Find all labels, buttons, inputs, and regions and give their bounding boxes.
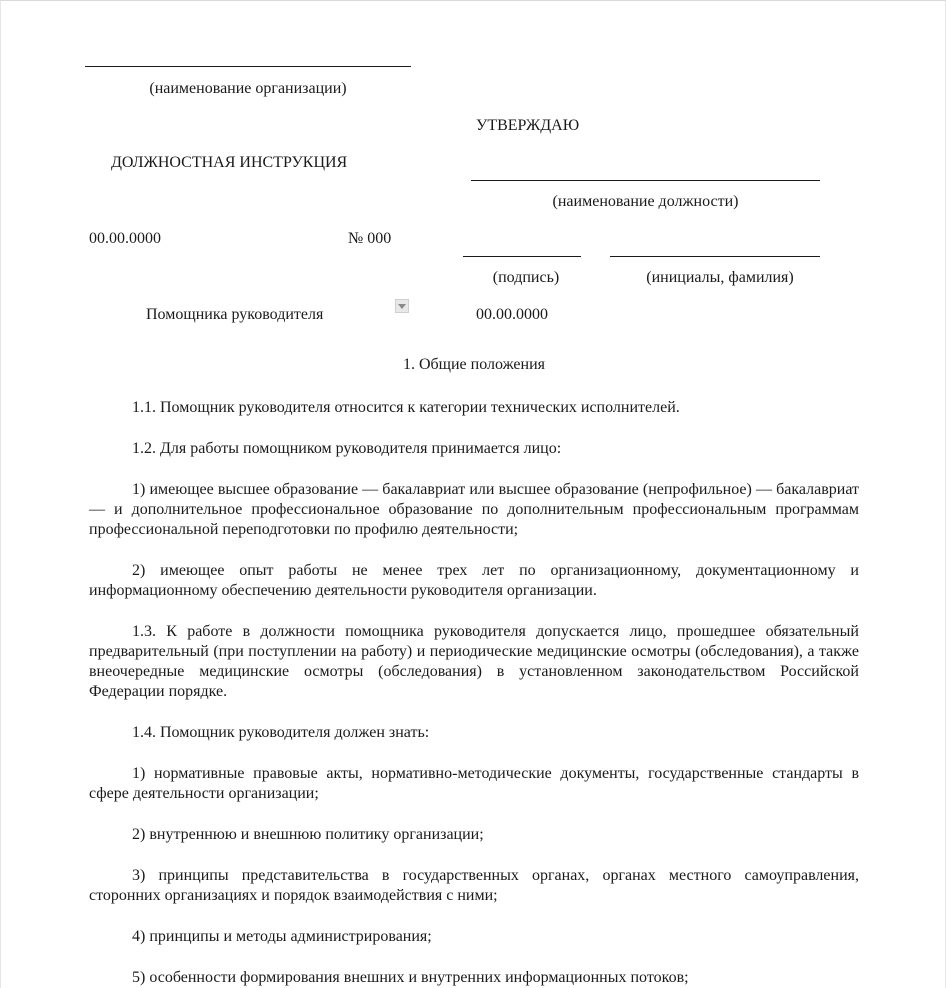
paragraph: 2) внутреннюю и внешнюю политику организации; bbox=[132, 826, 484, 843]
paragraph: 1.2. Для работы помощником руководителя принимается лицо: bbox=[132, 440, 562, 457]
position-line bbox=[471, 180, 820, 181]
paragraph: 3) принципы представительства в государственных органах, органах местного самоуправления, сторонних организациях и порядок взаимодействия с ними; bbox=[89, 867, 859, 904]
approve-label: УТВЕРЖДАЮ bbox=[476, 117, 580, 134]
approve-date: 00.00.0000 bbox=[476, 306, 548, 323]
position-dropdown[interactable] bbox=[395, 299, 409, 313]
signature-line bbox=[463, 256, 581, 257]
organization-caption: (наименование организации) bbox=[149, 80, 347, 97]
document-number: № 000 bbox=[348, 230, 392, 247]
paragraph: 1) имеющее высшее образование — бакалавриат или высшее образование (непрофильное) — бакалавриат — и дополнительное профессиональное образование по дополнительным профессиональным программам профессиональной переподготовки по профилю деятельности; bbox=[89, 481, 859, 538]
paragraph: 2) имеющее опыт работы не менее трех лет по организационному, документационному и информационному обеспечению деятельности руководителя организации. bbox=[89, 562, 859, 599]
paragraph: 1.1. Помощник руководителя относится к категории технических исполнителей. bbox=[132, 399, 680, 416]
document-title: ДОЛЖНОСТНАЯ ИНСТРУКЦИЯ bbox=[111, 154, 348, 171]
chevron-down-icon bbox=[398, 304, 406, 309]
document-date: 00.00.0000 bbox=[89, 230, 161, 247]
paragraph: 1.4. Помощник руководителя должен знать: bbox=[132, 724, 430, 741]
paragraph: 1.3. К работе в должности помощника руководителя допускается лицо, прошедшее обязательный предварительный (при поступлении на работу) и периодические медицинские осмотры (обследования), а также внеочередные медицинские осмотры (обследования) в установленном законодательством Российской Федерации порядке. bbox=[89, 623, 859, 700]
organization-line bbox=[85, 66, 411, 67]
document-body bbox=[89, 398, 859, 988]
section-title: 1. Общие положения bbox=[402, 356, 546, 373]
name-line bbox=[610, 256, 820, 257]
paragraph: 1) нормативные правовые акты, нормативно-методические документы, государственные стандарты в сфере деятельности организации; bbox=[89, 765, 859, 802]
paragraph: 5) особенности формирования внешних и внутренних информационных потоков; bbox=[132, 969, 689, 986]
position-caption: (наименование должности) bbox=[552, 193, 739, 210]
signature-caption: (подпись) bbox=[492, 269, 560, 286]
name-caption: (инициалы, фамилия) bbox=[646, 269, 794, 286]
position-name: Помощника руководителя bbox=[146, 306, 324, 323]
paragraph: 4) принципы и методы администрирования; bbox=[132, 928, 432, 945]
